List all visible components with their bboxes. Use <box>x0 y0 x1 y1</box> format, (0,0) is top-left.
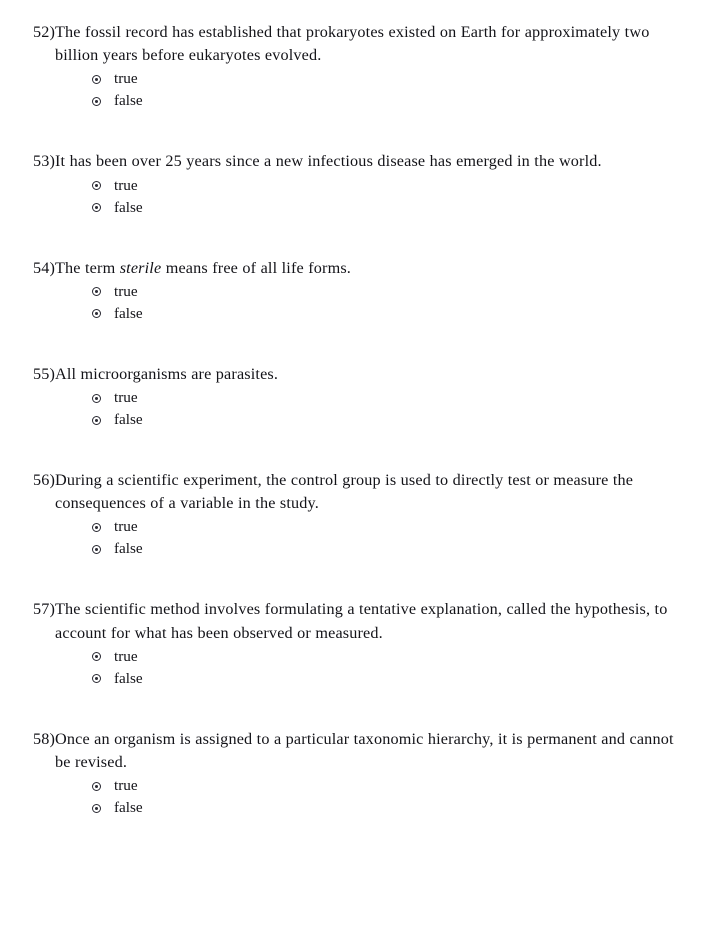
question-text <box>55 363 693 386</box>
question-text <box>55 257 693 280</box>
answer-option-label: false <box>114 799 143 817</box>
answer-option-label: false <box>114 411 143 429</box>
question-block <box>33 728 693 819</box>
answer-option-true[interactable] <box>33 387 693 409</box>
question-text <box>55 469 693 515</box>
answer-options <box>33 775 693 819</box>
question-text-segment: The fossil record has established that prokaryotes existed on Earth for approximately two billion years before eukaryotes evolved. <box>55 23 650 65</box>
question-block <box>33 21 693 112</box>
answer-options <box>33 646 693 690</box>
radio-button-unselected-icon[interactable] <box>92 287 101 296</box>
question-text-segment: It has been over 25 years since a new infectious disease has emerged in the world. <box>55 152 602 171</box>
answer-option-true[interactable] <box>33 775 693 797</box>
answer-options <box>33 68 693 112</box>
question-statement <box>33 257 693 280</box>
radio-button-unselected-icon[interactable] <box>92 309 101 318</box>
question-number: 52) <box>33 23 56 41</box>
radio-button-unselected-icon[interactable] <box>92 804 101 813</box>
question-number: 54) <box>33 258 56 277</box>
question-text-segment: Once an organism is assigned to a particular taxonomic hierarchy, it is permanent and cannot be revised. <box>55 729 674 772</box>
question-block <box>33 150 693 218</box>
question-block <box>33 257 693 325</box>
answer-option-false[interactable] <box>33 197 693 219</box>
radio-button-unselected-icon[interactable] <box>92 75 101 84</box>
radio-button-unselected-icon[interactable] <box>92 416 101 425</box>
question-number: 53) <box>33 152 56 171</box>
answer-options <box>33 281 693 325</box>
answer-option-false[interactable] <box>33 797 693 819</box>
radio-button-unselected-icon[interactable] <box>92 782 101 791</box>
answer-option-label: false <box>114 540 143 558</box>
question-text <box>55 150 693 173</box>
radio-button-unselected-icon[interactable] <box>92 181 101 190</box>
answer-option-label: false <box>114 92 143 110</box>
question-block <box>33 469 693 560</box>
question-text-segment: The scientific method involves formulating a tentative explanation, called the hypothesis, to account for what has been observed or measured. <box>55 600 668 642</box>
question-text-emphasis: sterile <box>119 258 162 277</box>
question-number: 56) <box>33 471 56 490</box>
answer-option-false[interactable] <box>33 303 693 325</box>
question-statement <box>33 363 693 386</box>
answer-option-true[interactable] <box>33 68 693 90</box>
question-statement <box>33 21 693 67</box>
radio-button-unselected-icon[interactable] <box>92 394 101 403</box>
answer-option-label: false <box>114 304 143 322</box>
question-block <box>33 363 693 431</box>
answer-options <box>33 387 693 431</box>
question-number: 58) <box>33 729 56 748</box>
radio-button-unselected-icon[interactable] <box>92 523 101 532</box>
answer-option-label: true <box>114 647 138 665</box>
answer-option-label: true <box>114 70 138 88</box>
radio-button-unselected-icon[interactable] <box>92 545 101 554</box>
answer-option-label: false <box>114 669 143 687</box>
answer-option-label: true <box>114 389 138 407</box>
radio-button-unselected-icon[interactable] <box>92 674 101 683</box>
radio-button-unselected-icon[interactable] <box>92 652 101 661</box>
radio-button-unselected-icon[interactable] <box>92 97 101 106</box>
question-statement <box>33 150 693 173</box>
answer-option-true[interactable] <box>33 646 693 668</box>
question-text <box>55 21 693 67</box>
question-text <box>55 598 693 644</box>
answer-option-label: false <box>114 198 143 216</box>
question-text-segment: The term <box>55 258 120 277</box>
answer-option-false[interactable] <box>33 668 693 690</box>
answer-option-true[interactable] <box>33 175 693 197</box>
answer-option-true[interactable] <box>33 516 693 538</box>
question-statement <box>33 598 693 644</box>
answer-options <box>33 175 693 219</box>
question-list <box>33 21 693 819</box>
answer-option-false[interactable] <box>33 90 693 112</box>
answer-option-label: true <box>114 176 138 194</box>
answer-option-false[interactable] <box>33 538 693 560</box>
question-number: 57) <box>33 600 56 619</box>
question-text-segment: means free of all life forms. <box>161 258 351 277</box>
question-text-segment: All microorganisms are parasites. <box>55 364 279 383</box>
radio-button-unselected-icon[interactable] <box>92 203 101 212</box>
answer-option-true[interactable] <box>33 281 693 303</box>
question-block <box>33 598 693 689</box>
answer-option-label: true <box>114 777 138 795</box>
answer-option-label: true <box>114 282 138 300</box>
question-number: 55) <box>33 364 56 383</box>
question-statement <box>33 469 693 515</box>
question-text <box>55 728 693 774</box>
answer-option-false[interactable] <box>33 409 693 431</box>
answer-option-label: true <box>114 518 138 536</box>
question-statement <box>33 728 693 774</box>
answer-options <box>33 516 693 560</box>
question-text-segment: During a scientific experiment, the control group is used to directly test or measure the consequences of a variable in the study. <box>55 471 634 513</box>
